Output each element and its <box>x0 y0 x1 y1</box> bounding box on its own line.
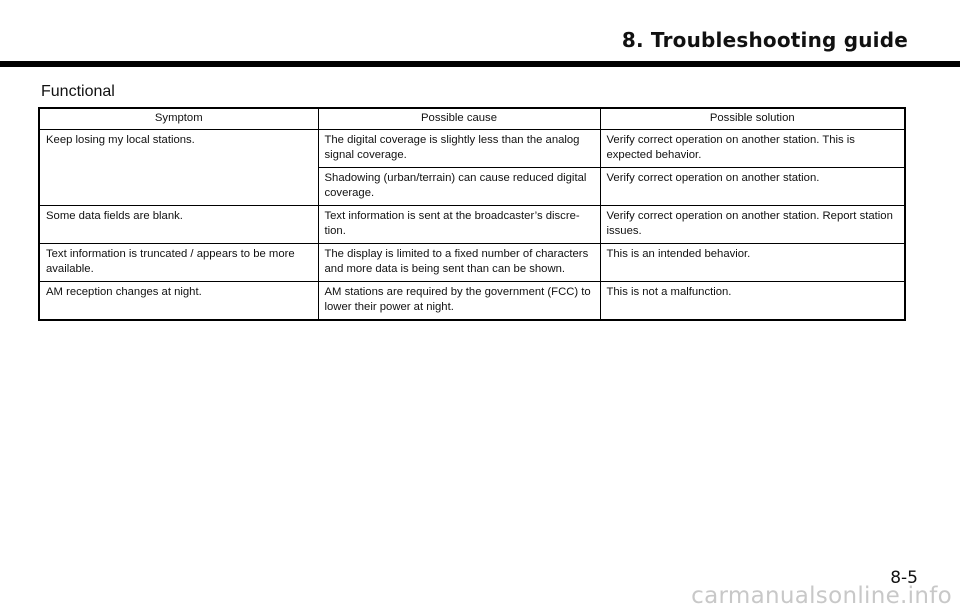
header-symptom: Symptom <box>39 108 318 130</box>
symptom-cell: Text information is truncated / appears to be more available. <box>39 244 318 282</box>
table-header-row <box>39 108 905 130</box>
table-row <box>39 130 905 168</box>
cause-cell: The display is limited to a fixed number of characters and more data is being sent than can be shown. <box>318 244 600 282</box>
cause-cell: The digital coverage is slightly less than the analog signal coverage. <box>318 130 600 168</box>
troubleshooting-table <box>38 107 906 321</box>
solution-cell: Verify correct operation on another station. This is expected behavior. <box>600 130 905 168</box>
cause-cell: Shadowing (urban/terrain) can cause reduced digital coverage. <box>318 168 600 206</box>
header-cause: Possible cause <box>318 108 600 130</box>
symptom-cell: AM reception changes at night. <box>39 282 318 321</box>
page-number: 8-5 <box>890 568 918 588</box>
table-row <box>39 282 905 321</box>
solution-cell: Verify correct operation on another station. Report station issues. <box>600 206 905 244</box>
header-solution: Possible solution <box>600 108 905 130</box>
symptom-cell: Keep losing my local stations. <box>39 130 318 206</box>
watermark-link[interactable]: carmanualsonline.info <box>691 583 952 609</box>
solution-cell: This is an intended behavior. <box>600 244 905 282</box>
symptom-cell: Some data fields are blank. <box>39 206 318 244</box>
solution-cell: Verify correct operation on another station. <box>600 168 905 206</box>
cause-cell: AM stations are required by the government (FCC) to lower their power at night. <box>318 282 600 321</box>
solution-cell: This is not a malfunction. <box>600 282 905 321</box>
table-row <box>39 206 905 244</box>
chapter-title: 8. Troubleshooting guide <box>621 28 908 52</box>
section-title: Functional <box>41 83 115 100</box>
table-row <box>39 244 905 282</box>
cause-cell: Text information is sent at the broadcaster’s discre-tion. <box>318 206 600 244</box>
header-rule <box>0 61 960 67</box>
